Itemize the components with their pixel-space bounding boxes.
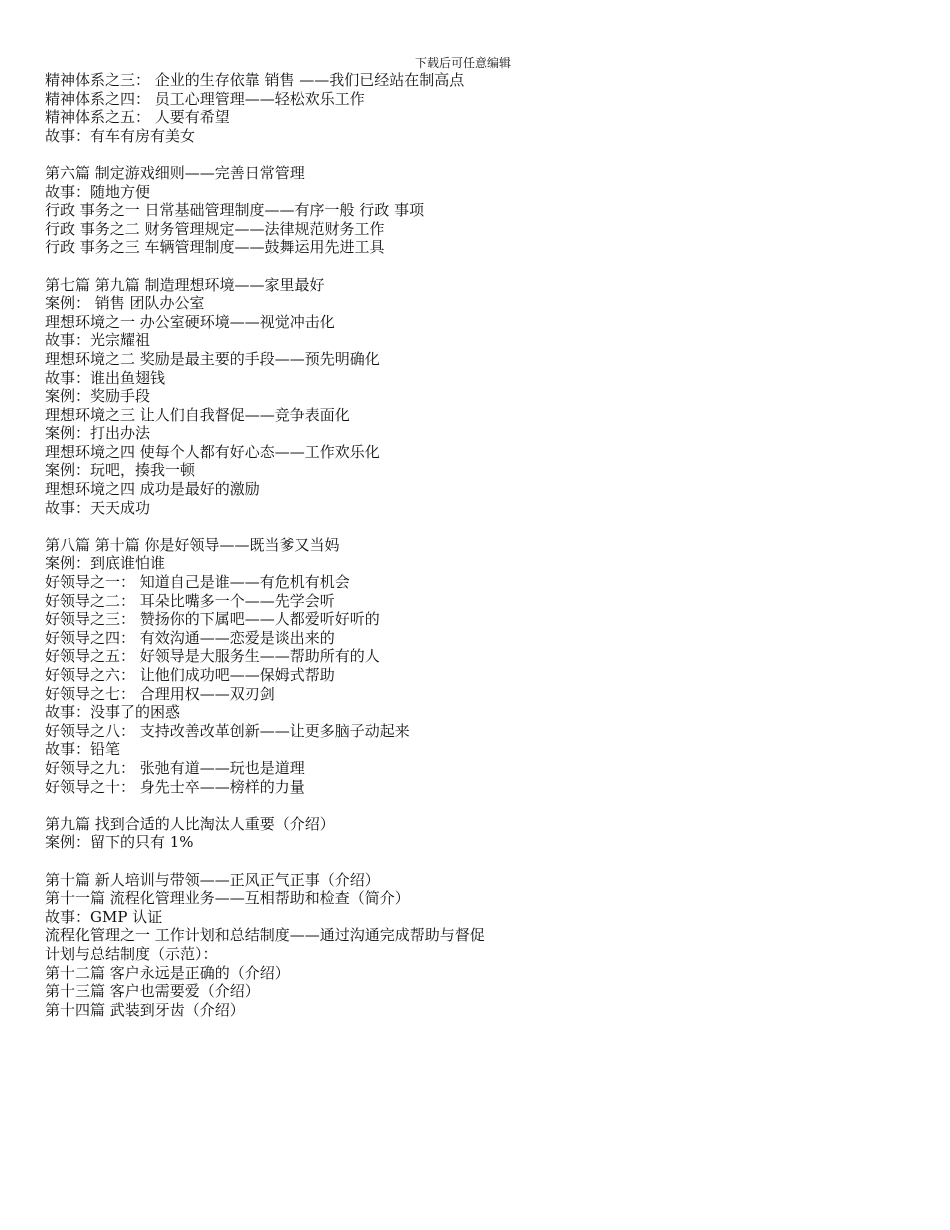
text-line: 好领导之九： 张弛有道——玩也是道理 <box>45 758 305 777</box>
text-line: 理想环境之二 奖励是最主要的手段——预先明确化 <box>45 349 380 368</box>
section-spirit-system <box>45 71 905 145</box>
chapter-heading: 第八篇 第十篇 你是好领导——既当爹又当妈 <box>45 535 340 554</box>
text-line: 理想环境之三 让人们自我督促——竞争表面化 <box>45 405 350 424</box>
text-line: 理想环境之一 办公室硬环境——视觉冲击化 <box>45 312 335 331</box>
text-line: 好领导之七： 合理用权——双刃剑 <box>45 684 275 703</box>
text-line: 案例：留下的只有 1% <box>45 833 194 852</box>
text-line: 行政 事务之三 车辆管理制度——鼓舞运用先进工具 <box>45 238 385 257</box>
text-line: 好领导之四： 有效沟通——恋爱是谈出来的 <box>45 628 335 647</box>
text-line: 案例：到底谁怕谁 <box>45 554 166 573</box>
text-line: 好领导之八： 支持改善改革创新——让更多脑子动起来 <box>45 721 410 740</box>
blank-line <box>45 852 905 871</box>
document-body <box>45 71 905 1019</box>
text-line: 理想环境之四 成功是最好的激励 <box>45 480 260 499</box>
text-line: 精神体系之三： 企业的生存依靠 销售 ——我们已经站在制高点 <box>45 71 465 89</box>
text-line: 好领导之一： 知道自己是谁——有危机有机会 <box>45 573 350 592</box>
chapter-heading: 第六篇 制定游戏细则——完善日常管理 <box>45 163 305 182</box>
chapter-heading: 第七篇 第九篇 制造理想环境——家里最好 <box>45 275 325 294</box>
text-line: 故事：谁出鱼翅钱 <box>45 368 166 387</box>
section-chapter-6 <box>45 164 905 257</box>
chapter-heading: 第十篇 新人培训与带领——正风正气正事（介绍） <box>45 870 380 889</box>
text-line: 故事：GMP 认证 <box>45 907 163 926</box>
chapter-heading: 第十四篇 武装到牙齿（介绍） <box>45 1000 245 1019</box>
text-line: 计划与总结制度（示范）： <box>45 944 218 963</box>
text-line: 好领导之二： 耳朵比嘴多一个——先学会听 <box>45 591 335 610</box>
text-line: 好领导之十： 身先士卒——榜样的力量 <box>45 777 305 796</box>
text-line: 精神体系之四： 员工心理管理——轻松欢乐工作 <box>45 89 365 108</box>
text-line: 案例：打出办法 <box>45 424 151 443</box>
text-line: 故事：铅笔 <box>45 740 121 759</box>
text-line: 流程化管理之一 工作计划和总结制度——通过沟通完成帮助与督促 <box>45 926 485 945</box>
section-chapter-10-14 <box>45 871 905 1020</box>
text-line: 好领导之六： 让他们成功吧——保姆式帮助 <box>45 666 335 684</box>
text-line: 案例：奖励手段 <box>45 387 151 406</box>
blank-line <box>45 796 905 815</box>
blank-line <box>45 145 905 164</box>
blank-line <box>45 257 905 276</box>
text-line: 好领导之五： 好领导是大服务生——帮助所有的人 <box>45 647 380 666</box>
page-header: 下载后可任意编辑 <box>414 56 511 70</box>
text-line: 故事：随地方便 <box>45 182 151 201</box>
chapter-heading: 第十一篇 流程化管理业务——互相帮助和检查（简介） <box>45 889 410 908</box>
text-line: 行政 事务之一 日常基础管理制度——有序一般 行政 事项 <box>45 201 425 220</box>
text-line: 精神体系之五： 人要有希望 <box>45 108 230 127</box>
text-line: 理想环境之四 使每个人都有好心态——工作欢乐化 <box>45 442 380 461</box>
text-line: 故事：有车有房有美女 <box>45 126 196 145</box>
text-line: 行政 事务之二 财务管理规定——法律规范财务工作 <box>45 219 385 238</box>
blank-line <box>45 517 905 536</box>
chapter-heading: 第十二篇 客户永远是正确的（介绍） <box>45 963 290 982</box>
text-line: 好领导之三： 赞扬你的下属吧——人都爱听好听的 <box>45 610 380 629</box>
section-chapter-9 <box>45 815 905 852</box>
text-line: 案例： 销售 团队办公室 <box>45 294 205 313</box>
text-line: 案例：玩吧，揍我一顿 <box>45 461 196 480</box>
chapter-heading: 第十三篇 客户也需要爱（介绍） <box>45 982 260 1001</box>
section-chapter-8 <box>45 536 905 796</box>
text-line: 故事：光宗耀祖 <box>45 331 151 350</box>
section-chapter-7 <box>45 276 905 518</box>
text-line: 故事：天天成功 <box>45 498 151 517</box>
chapter-heading: 第九篇 找到合适的人比淘汰人重要（介绍） <box>45 814 335 833</box>
text-line: 故事：没事了的困惑 <box>45 703 181 722</box>
